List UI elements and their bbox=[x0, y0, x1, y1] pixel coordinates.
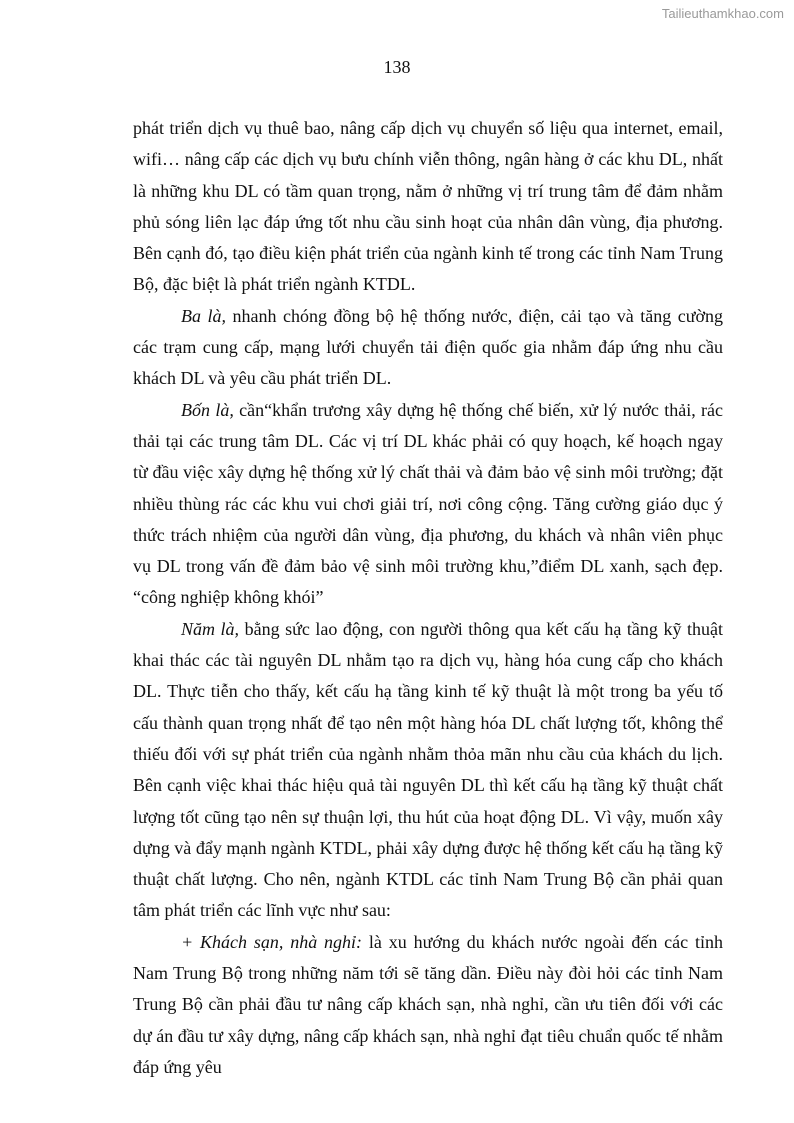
watermark: Tailieuthamkhao.com bbox=[661, 6, 784, 21]
paragraph-text: cần“khẩn trương xây dựng hệ thống chế biến, xử lý nước thải, rác thải tại các trung tâm DL. Các vị trí DL khác phải có quy hoạch, kế hoạch ngay từ đầu việc xây dựng hệ thống xử lý chất thải và đảm bảo vệ sinh môi trường; đặt nhiều thùng rác các khu vui chơi giải trí, nơi công cộng. Tăng cường giáo dục ý thức trách nhiệm của người dân vùng, địa phương, du khách và nhân viên phục vụ DL trong vấn đề đảm bảo vệ sinh môi trường khu,”điểm DL xanh, sạch đẹp. “công nghiệp không khói” bbox=[133, 399, 723, 608]
page-number: 138 bbox=[383, 57, 411, 77]
paragraph-lead: Ba là, bbox=[181, 305, 227, 326]
paragraph-lead: Bốn là, bbox=[181, 399, 234, 420]
paragraph-text: phát triển dịch vụ thuê bao, nâng cấp dịch vụ chuyển số liệu qua internet, email, wifi… nâng cấp các dịch vụ bưu chính viễn thông, ngân hàng ở các khu DL, nhất là những khu DL có tầm quan trọng, nằm ở những vị trí trung tâm để đảm nhằm phủ sóng liên lạc đáp ứng tốt nhu cầu sinh hoạt của nhân dân vùng, địa phương. Bên cạnh đó, tạo điều kiện phát triển của ngành kinh tế trong các tỉnh Nam Trung Bộ, đặc biệt là phát triển ngành KTDL. bbox=[133, 118, 723, 295]
paragraph-bon-la bbox=[133, 395, 723, 614]
paragraph-continuation bbox=[133, 113, 723, 301]
paragraph-nam-la bbox=[133, 614, 723, 927]
paragraph-text: bằng sức lao động, con người thông qua kết cấu hạ tầng kỹ thuật khai thác các tài nguyên DL nhằm tạo ra dịch vụ, hàng hóa cung cấp cho khách DL. Thực tiễn cho thấy, kết cấu hạ tầng kinh tế kỹ thuật là một trong ba yếu tố cấu thành quan trọng nhất để tạo nên một hàng hóa DL chất lượng tốt, không thể thiếu đối với sự phát triển của ngành nhằm thỏa mãn nhu cầu của khách du lịch. Bên cạnh việc khai thác hiệu quả tài nguyên DL thì kết cấu hạ tầng kỹ thuật chất lượng tốt cũng tạo nên sự thuận lợi, thu hút của hoạt động DL. Vì vậy, muốn xây dựng và đẩy mạnh ngành KTDL, phải xây dựng được hệ thống kết cấu hạ tầng kỹ thuật chất lượng. Cho nên, ngành KTDL các tỉnh Nam Trung Bộ cần phải quan tâm phát triển các lĩnh vực như sau: bbox=[133, 618, 723, 921]
paragraph-khach-san bbox=[133, 927, 723, 1083]
document-body bbox=[133, 113, 723, 1083]
paragraph-text: nhanh chóng đồng bộ hệ thống nước, điện, cải tạo và tăng cường các trạm cung cấp, mạng lưới chuyển tải điện quốc gia nhằm đáp ứng nhu cầu khách DL và yêu cầu phát triển DL. bbox=[133, 305, 724, 389]
paragraph-lead: Năm là, bbox=[181, 618, 240, 639]
paragraph-text: là xu hướng du khách nước ngoài đến các tỉnh Nam Trung Bộ trong những năm tới sẽ tăng dần. Điều này đòi hỏi các tỉnh Nam Trung Bộ cần phải đầu tư nâng cấp khách sạn, nhà nghỉ, cần ưu tiên đối với các dự án đầu tư xây dựng, nâng cấp khách sạn, nhà nghỉ đạt tiêu chuẩn quốc tế nhằm đáp ứng yêu bbox=[133, 931, 723, 1077]
paragraph-ba-la bbox=[133, 301, 723, 395]
paragraph-lead: + Khách sạn, nhà nghỉ: bbox=[181, 931, 363, 952]
